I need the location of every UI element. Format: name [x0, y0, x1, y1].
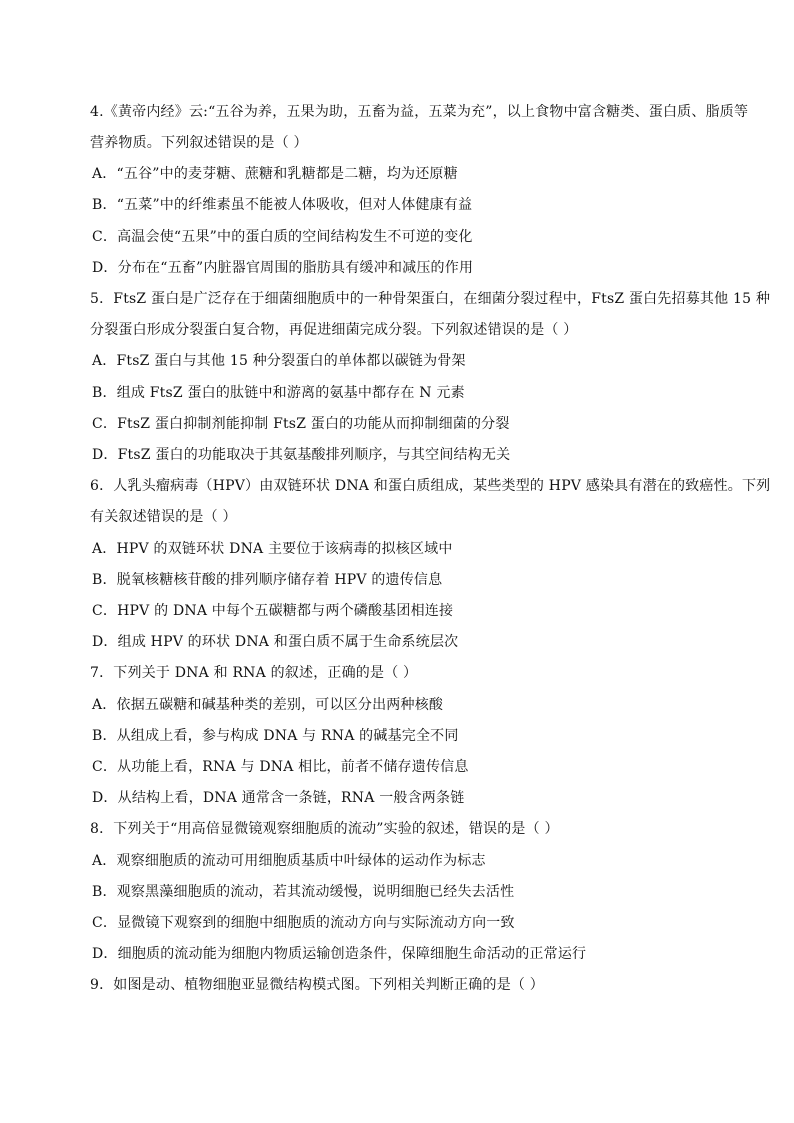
question-5-option-d: D．FtsZ 蛋白的功能取决于其氨基酸排列顺序，与其空间结构无关 — [92, 447, 511, 463]
question-4-option-b: B．“五菜”中的纤维素虽不能被人体吸收，但对人体健康有益 — [92, 197, 473, 213]
question-9-stem-line-1: 9．如图是动、植物细胞亚显微结构模式图。下列相关判断正确的是（ ） — [90, 977, 544, 993]
question-4-stem-line-1: 4.《黄帝内经》云:“五谷为养，五果为助，五畜为益，五菜为充”，以上食物中富含糖类、蛋白质、脂质等 — [90, 104, 749, 120]
question-6-option-c: C．HPV 的 DNA 中每个五碳糖都与两个磷酸基团相连接 — [92, 603, 454, 619]
question-7-option-a: A．依据五碳糖和碱基种类的差别，可以区分出两种核酸 — [92, 697, 444, 713]
question-7-option-b: B．从组成上看，参与构成 DNA 与 RNA 的碱基完全不同 — [92, 728, 459, 744]
question-6-stem-line-1: 6．人乳头瘤病毒（HPV）由双链环状 DNA 和蛋白质组成，某些类型的 HPV 感染具有潜在的致癌性。下列 — [90, 478, 771, 494]
question-6-option-b: B．脱氧核糖核苷酸的排列顺序储存着 HPV 的遗传信息 — [92, 572, 443, 588]
question-8-stem-line-1: 8．下列关于“用高倍显微镜观察细胞质的流动”实验的叙述，错误的是（ ） — [90, 821, 559, 837]
question-6-option-a: A．HPV 的双链环状 DNA 主要位于该病毒的拟核区域中 — [92, 541, 453, 557]
question-4-stem-line-2: 营养物质。下列叙述错误的是（ ） — [90, 135, 308, 151]
question-8-option-c: C．显微镜下观察到的细胞中细胞质的流动方向与实际流动方向一致 — [92, 915, 515, 931]
question-7-option-c: C．从功能上看，RNA 与 DNA 相比，前者不储存遗传信息 — [92, 759, 469, 775]
question-5-option-b: B．组成 FtsZ 蛋白的肽链中和游离的氨基中都存在 N 元素 — [92, 385, 465, 401]
question-8-option-b: B．观察黑藻细胞质的流动，若其流动缓慢，说明细胞已经失去活性 — [92, 884, 515, 900]
question-5-stem-line-2: 分裂蛋白形成分裂蛋白复合物，再促进细菌完成分裂。下列叙述错误的是（ ） — [90, 322, 578, 338]
question-4-option-d: D．分布在“五畜”内脏器官周围的脂肪具有缓冲和减压的作用 — [92, 260, 474, 276]
question-8-option-a: A．观察细胞质的流动可用细胞质基质中叶绿体的运动作为标志 — [92, 853, 486, 869]
question-5-stem-line-1: 5．FtsZ 蛋白是广泛存在于细菌细胞质中的一种骨架蛋白，在细菌分裂过程中，FtsZ 蛋白先招募其他 15 种 — [90, 291, 771, 307]
question-8-option-d: D．细胞质的流动能为细胞内物质运输创造条件，保障细胞生命活动的正常运行 — [92, 946, 587, 962]
question-5-option-a: A．FtsZ 蛋白与其他 15 种分裂蛋白的单体都以碳链为骨架 — [92, 353, 466, 369]
question-7-option-d: D．从结构上看，DNA 通常含一条链，RNA 一般含两条链 — [92, 790, 465, 806]
question-4-option-a: A．“五谷”中的麦芽糖、蔗糖和乳糖都是二糖，均为还原糖 — [92, 166, 458, 182]
question-7-stem-line-1: 7．下列关于 DNA 和 RNA 的叙述，正确的是（ ） — [90, 665, 418, 681]
question-6-stem-line-2: 有关叙述错误的是（ ） — [90, 509, 237, 525]
question-5-option-c: C．FtsZ 蛋白抑制剂能抑制 FtsZ 蛋白的功能从而抑制细菌的分裂 — [92, 416, 510, 432]
question-6-option-d: D．组成 HPV 的环状 DNA 和蛋白质不属于生命系统层次 — [92, 634, 459, 650]
question-4-option-c: C．高温会使“五果”中的蛋白质的空间结构发生不可逆的变化 — [92, 229, 473, 245]
